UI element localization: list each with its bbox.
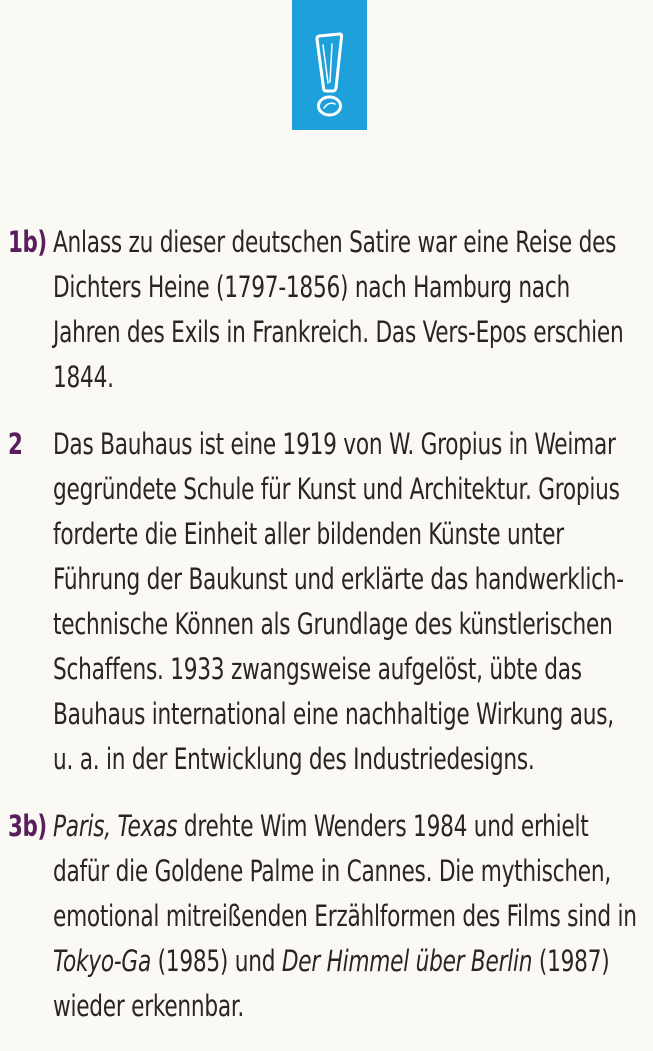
answer-entry-3b	[0, 804, 653, 1029]
text-line: Dichters Heine (1797-1856) nach Hamburg nach	[53, 270, 570, 304]
text-line: Bauhaus international eine nachhaltige Wirkung aus,	[53, 697, 614, 731]
film-title: Tokyo-Ga	[53, 944, 151, 978]
text-line: wieder erkennbar.	[53, 989, 244, 1023]
exclamation-icon	[292, 0, 367, 130]
answer-entry-1b	[0, 220, 653, 400]
text-line: Jahren des Exils in Frankreich. Das Vers-Epos erschien	[53, 315, 624, 349]
text-line: Führung der Baukunst und erklärte das handwerklich-	[53, 562, 624, 596]
text-line: gegründete Schule für Kunst und Architektur. Gropius	[53, 472, 620, 506]
text-line: 1844.	[53, 360, 114, 394]
text-line: u. a. in der Entwicklung des Industriedesigns.	[53, 742, 535, 776]
entry-text	[53, 804, 649, 1029]
film-title: Der Himmel über Berlin	[281, 944, 533, 978]
text-line: emotional mitreißenden Erzählformen des Films sind in	[53, 899, 637, 933]
answer-entry-2	[0, 422, 653, 782]
text-line: Schaffens. 1933 zwangsweise aufgelöst, übte das	[53, 652, 582, 686]
entry-text	[53, 220, 649, 400]
text-line: Paris, Texas drehte Wim Wenders 1984 und erhielt	[53, 809, 589, 843]
answer-list	[0, 220, 653, 1051]
text-line: forderte die Einheit aller bildenden Künste unter	[53, 517, 564, 551]
entry-number: 2	[8, 427, 23, 461]
entry-number: 1b)	[8, 225, 47, 259]
entry-text	[53, 422, 649, 782]
entry-number: 3b)	[8, 809, 47, 843]
info-badge	[292, 0, 367, 130]
text-line: Tokyo-Ga (1985) und Der Himmel über Berlin (1987)	[53, 944, 610, 978]
text-line: Das Bauhaus ist eine 1919 von W. Gropius in Weimar	[53, 427, 616, 461]
film-title: Paris, Texas	[53, 809, 178, 843]
text-line: technische Können als Grundlage des künstlerischen	[53, 607, 613, 641]
text-line: dafür die Goldene Palme in Cannes. Die mythischen,	[53, 854, 611, 888]
text-line: Anlass zu dieser deutschen Satire war eine Reise des	[53, 225, 617, 259]
